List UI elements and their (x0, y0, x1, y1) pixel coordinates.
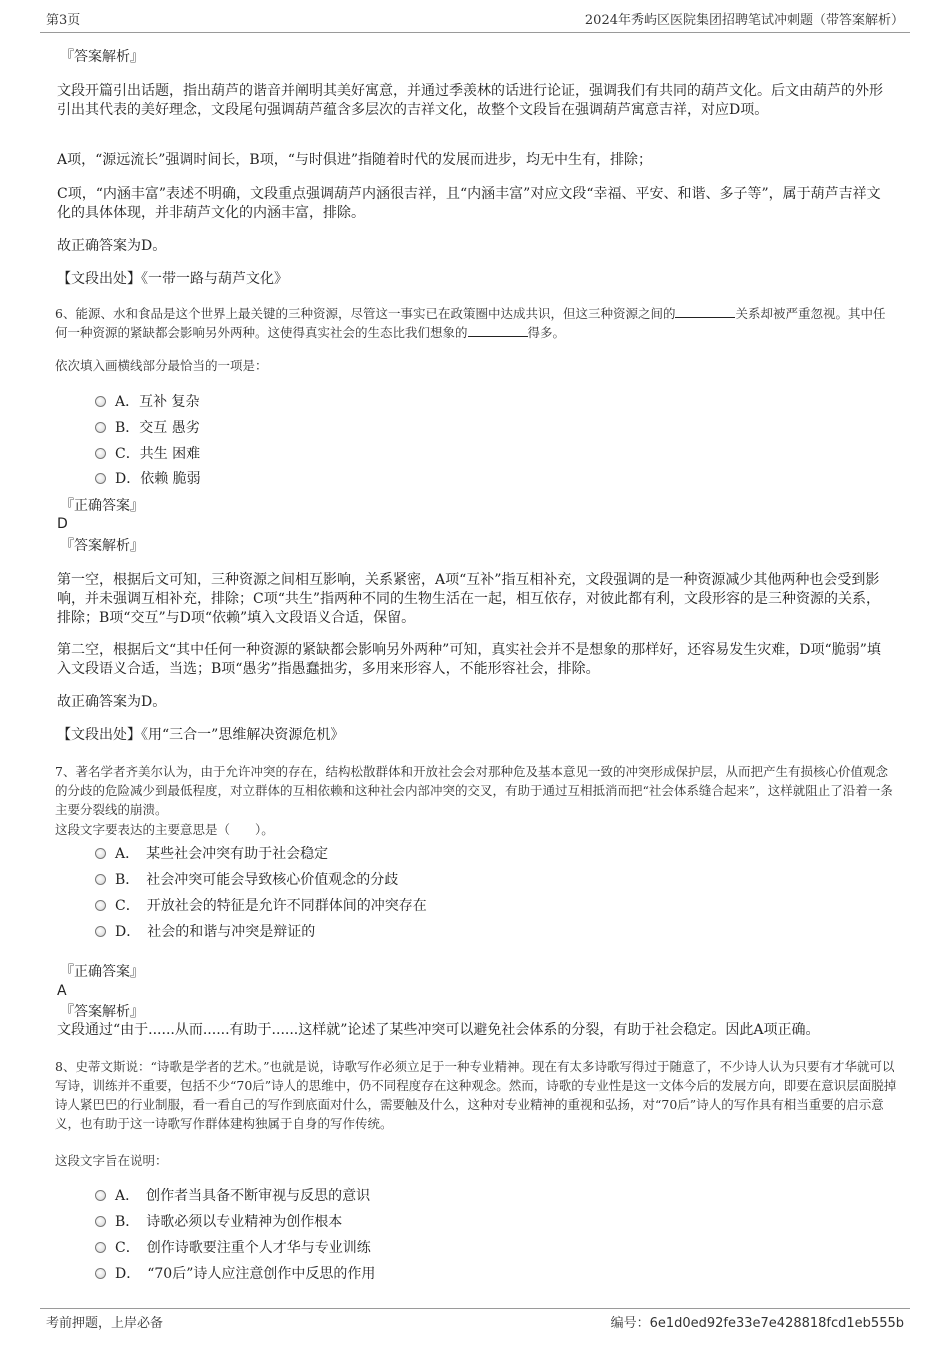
option-b[interactable]: B． 诗歌必须以专业精神为创作根本 (95, 1213, 342, 1231)
radio-icon[interactable] (95, 448, 106, 459)
option-a[interactable]: A． 创作者当具备不断审视与反思的意识 (95, 1187, 370, 1205)
page-number: 第3页 (46, 13, 81, 28)
source-citation: 【文段出处】《一带一路与葫芦文化》 (57, 271, 288, 287)
stem-text: 关系却被严重忽视。其中任何一种资源的紧缺都会影响另外两种。这使得真实社会的生态比我们想象的 (55, 306, 886, 340)
radio-icon[interactable] (95, 926, 106, 937)
answer-value: A (57, 983, 67, 999)
radio-icon[interactable] (95, 473, 106, 484)
option-d[interactable]: D． 社会的和谐与冲突是辩证的 (95, 923, 315, 941)
explain-label: 『答案解析』 (60, 49, 144, 65)
question-prompt: 依次填入画横线部分最恰当的一项是： (55, 358, 268, 373)
document-id: 编号：6e1d0ed92fe33e7e428818fcd1eb555b (610, 1316, 904, 1331)
option-b[interactable]: B． 社会冲突可能会导致核心价值观念的分歧 (95, 871, 398, 889)
radio-icon[interactable] (95, 1190, 106, 1201)
stem-text: 得多。 (527, 325, 566, 340)
answer-statement: 故正确答案为D。 (57, 694, 167, 710)
radio-icon[interactable] (95, 874, 106, 885)
fill-blank (468, 324, 528, 337)
option-b[interactable]: B．交互 愚劣 (95, 419, 200, 437)
explain-label: 『答案解析』 (60, 1004, 144, 1020)
fill-blank (675, 305, 735, 318)
option-d[interactable]: D．依赖 脆弱 (95, 470, 201, 488)
answer-label: 『正确答案』 (60, 498, 144, 514)
source-citation: 【文段出处】《用“三合一”思维解决资源危机》 (57, 727, 345, 743)
answer-label: 『正确答案』 (60, 964, 144, 980)
explain-paragraph: 文段开篇引出话题，指出葫芦的谐音并阐明其美好寓意，并通过季羡林的话进行论证，强调我们有共同的葫芦文化。后文由葫芦的外形引出其代表的美好理念，文段尾句强调葫芦蕴含多层次的吉祥文化，故整个文段旨在强调葫芦寓意吉祥，对应D项。 (57, 83, 883, 118)
explain-paragraph: A项，“源远流长”强调时间长，B项，“与时俱进”指随着时代的发展而进步，均无中生有，排除； (57, 152, 653, 168)
option-d[interactable]: D． “70后”诗人应注意创作中反思的作用 (95, 1265, 375, 1283)
explain-label: 『答案解析』 (60, 538, 144, 554)
answer-statement: 故正确答案为D。 (57, 238, 167, 254)
option-c[interactable]: C． 开放社会的特征是允许不同群体间的冲突存在 (95, 897, 427, 915)
option-a[interactable]: A． 某些社会冲突有助于社会稳定 (95, 845, 328, 863)
footer-slogan: 考前押题，上岸必备 (46, 1316, 164, 1331)
explain-paragraph: 第一空，根据后文可知，三种资源之间相互影响，关系紧密，A项“互补”指互相补充，文段强调的是一种资源减少其他两种也会受到影响，并未强调互相补充，排除；C项“共生”指两种不同的生物生活在一起，相互依存，对彼此都有利，文段形容的是三种资源的关系，排除；B项“交互”与D项“依赖”填入文段语义合适，保留。 (57, 572, 881, 626)
explain-paragraph: 第二空，根据后文“其中任何一种资源的紧缺都会影响另外两种”可知，真实社会并不是想象的那样好，还容易发生灾难，D项“脆弱”填入文段语义合适，当选；B项“愚劣”指愚蠢拙劣，多用来形容人，不能形容社会，排除。 (57, 642, 881, 677)
radio-icon[interactable] (95, 422, 106, 433)
answer-value: D (57, 516, 68, 532)
radio-icon[interactable] (95, 396, 106, 407)
question-stem (55, 304, 890, 342)
question-prompt: 这段文字要表达的主要意思是（ ）。 (55, 822, 274, 837)
radio-icon[interactable] (95, 1216, 106, 1227)
stem-text: 6、能源、水和食品是这个世界上最关键的三种资源，尽管这一事实已在政策圈中达成共识，但这三种资源之间的 (55, 306, 676, 321)
radio-icon[interactable] (95, 1242, 106, 1253)
question-prompt: 这段文字旨在说明： (55, 1153, 168, 1168)
radio-icon[interactable] (95, 900, 106, 911)
page-header (40, 10, 910, 33)
option-c[interactable]: C．共生 困难 (95, 445, 200, 463)
question-stem: 8、史蒂文斯说：“诗歌是学者的艺术。”也就是说，诗歌写作必须立足于一种专业精神。现在有太多诗歌写得过于随意了，不少诗人认为只要有才华就可以写诗，训练并不重要，包括不少“70后”诗人的思维中，仍不同程度存在这种观念。然而，诗歌的专业性是这一文体今后的发展方向，即要在意识层面脱掉诗人紧巴巴的行业制服，看一看自己的写作到底面对什么，需要触及什么，这种对专业精神的重视和弘扬，对“70后”诗人的写作具有相当重要的启示意义，也有助于这一诗歌写作群体建构独属于自身的写作传统。 (55, 1059, 897, 1131)
option-a[interactable]: A．互补 复杂 (95, 393, 200, 411)
radio-icon[interactable] (95, 848, 106, 859)
explain-paragraph: C项，“内涵丰富”表述不明确，文段重点强调葫芦内涵很吉祥，且“内涵丰富”对应文段“幸福、平安、和谐、多子等”，属于葫芦吉祥文化的具体体现，并非葫芦文化的内涵丰富，排除。 (57, 186, 881, 221)
question-stem: 7、著名学者齐美尔认为，由于允许冲突的存在，结构松散群体和开放社会会对那种危及基本意见一致的冲突形成保护层，从而把产生有损核心价值观念的分歧的危险减少到最低程度，对立群体的互相依赖和这种社会内部冲突的交叉，有助于通过互相抵消而把“社会体系缝合起来”，这样就阻止了沿着一条主要分裂线的崩溃。 (55, 764, 893, 817)
document-title: 2024年秀屿区医院集团招聘笔试冲刺题（带答案解析） (584, 13, 904, 28)
radio-icon[interactable] (95, 1268, 106, 1279)
page-footer (40, 1308, 910, 1335)
explain-paragraph: 文段通过“由于......从而......有助于......这样就”论述了某些冲突可以避免社会体系的分裂，有助于社会稳定。因此A项正确。 (57, 1022, 820, 1038)
option-c[interactable]: C． 创作诗歌要注重个人才华与专业训练 (95, 1239, 371, 1257)
